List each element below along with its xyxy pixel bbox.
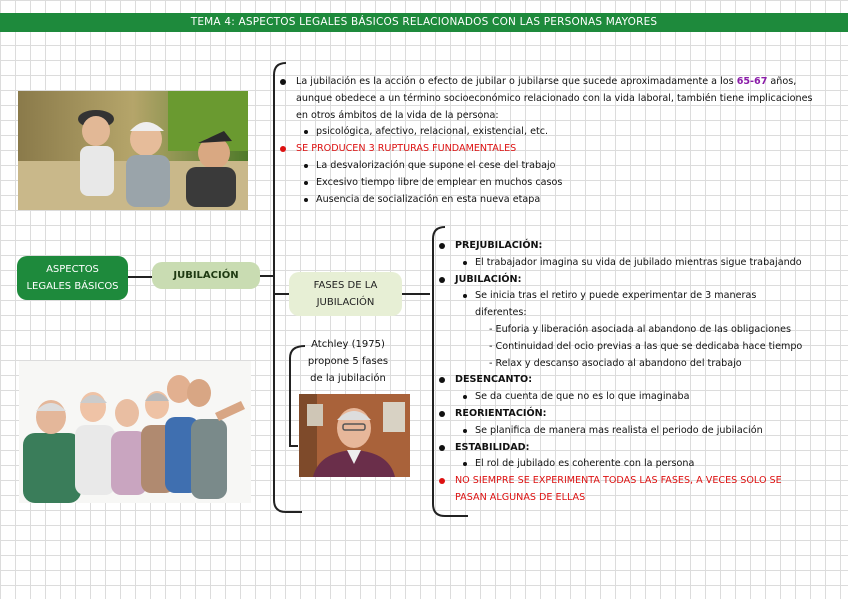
jubilacion-definition-list [296, 74, 813, 208]
implications-item: psicológica, afectivo, relacional, existencial, etc. [316, 124, 813, 141]
atchley-caption [306, 336, 390, 387]
ruptura-item: Ausencia de socialización en esta nueva etapa [316, 192, 813, 209]
phase-title-prejubilacion: PREJUBILACIÓN: [455, 238, 802, 255]
atchley-line3: de la jubilación [310, 373, 386, 384]
phases-list [455, 238, 802, 507]
atchley-line2: propone 5 fases [307, 356, 389, 367]
ruptura-item: La desvalorización que supone el cese del trabajo [316, 158, 813, 175]
photo-elderly-men-bench [18, 91, 248, 210]
phase-title-estabilidad: ESTABILIDAD: [455, 440, 802, 457]
phase-item-reorientacion: Se planifica de manera mas realista el periodo de jubilación [475, 423, 802, 440]
jubilacion-way: - Continuidad del ocio previas a las que se dedicaba hace tiempo [489, 340, 803, 352]
phase-item-estabilidad: El rol de jubilado es coherente con la persona [475, 456, 802, 473]
node-fases-line2: JUBILACIÓN [316, 297, 375, 308]
phase-item-desencanto: Se da cuenta de que no es lo que imaginaba [475, 389, 802, 406]
page-banner-title: TEMA 4: ASPECTOS LEGALES BÁSICOS RELACIONADOS CON LAS PERSONAS MAYORES [0, 13, 848, 32]
node-main-line1: ASPECTOS [46, 264, 99, 275]
node-fases-line1: FASES DE LA [313, 280, 378, 291]
rupturas-title: SE PRODUCEN 3 RUPTURAS FUNDAMENTALES [296, 141, 813, 158]
node-main-line2: LEGALES BÁSICOS [26, 281, 119, 292]
definition-line-2: aunque obedece a un término socioeconómico relacionado con la vida laboral, también tiene implicaciones [296, 92, 813, 104]
definition-text-b: años, [767, 76, 797, 87]
jubilacion-way: - Euforia y liberación asociada al abandono de las obligaciones [489, 323, 792, 335]
ruptura-item: Excesivo tiempo libre de emplear en muchos casos [316, 175, 813, 192]
phase-item-jubilacion: Se inicia tras el retiro y puede experimentar de 3 maneras [475, 288, 802, 305]
photo-atchley-portrait [299, 394, 410, 477]
phases-note-line2: PASAN ALGUNAS DE ELLAS [455, 491, 586, 503]
photo-group-of-seniors [19, 361, 251, 503]
definition-line-1 [296, 74, 813, 91]
phases-note-line1: NO SIEMPRE SE EXPERIMENTA TODAS LAS FASES, A VECES SOLO SE [455, 473, 802, 490]
atchley-line1: Atchley (1975) [311, 339, 385, 350]
definition-line-3: en otros ámbitos de la vida de la persona: [296, 109, 499, 121]
age-range: 65-67 [736, 76, 768, 87]
node-aspectos-legales [17, 256, 128, 300]
jubilacion-way: - Relax y descanso asociado al abandono del trabajo [489, 357, 742, 369]
phase-item-jubilacion-cont: diferentes: [475, 307, 527, 319]
phase-title-reorientacion: REORIENTACIÓN: [455, 406, 802, 423]
phase-title-desencanto: DESENCANTO: [455, 372, 802, 389]
phase-item-prejubilacion: El trabajador imagina su vida de jubilado mientras sigue trabajando [475, 255, 802, 272]
node-jubilacion: JUBILACIÓN [152, 262, 260, 289]
phase-title-jubilacion: JUBILACIÓN: [455, 272, 802, 289]
node-fases-jubilacion [289, 272, 402, 316]
definition-text-a: La jubilación es la acción o efecto de jubilar o jubilarse que sucede aproximadamente a los [296, 76, 737, 87]
